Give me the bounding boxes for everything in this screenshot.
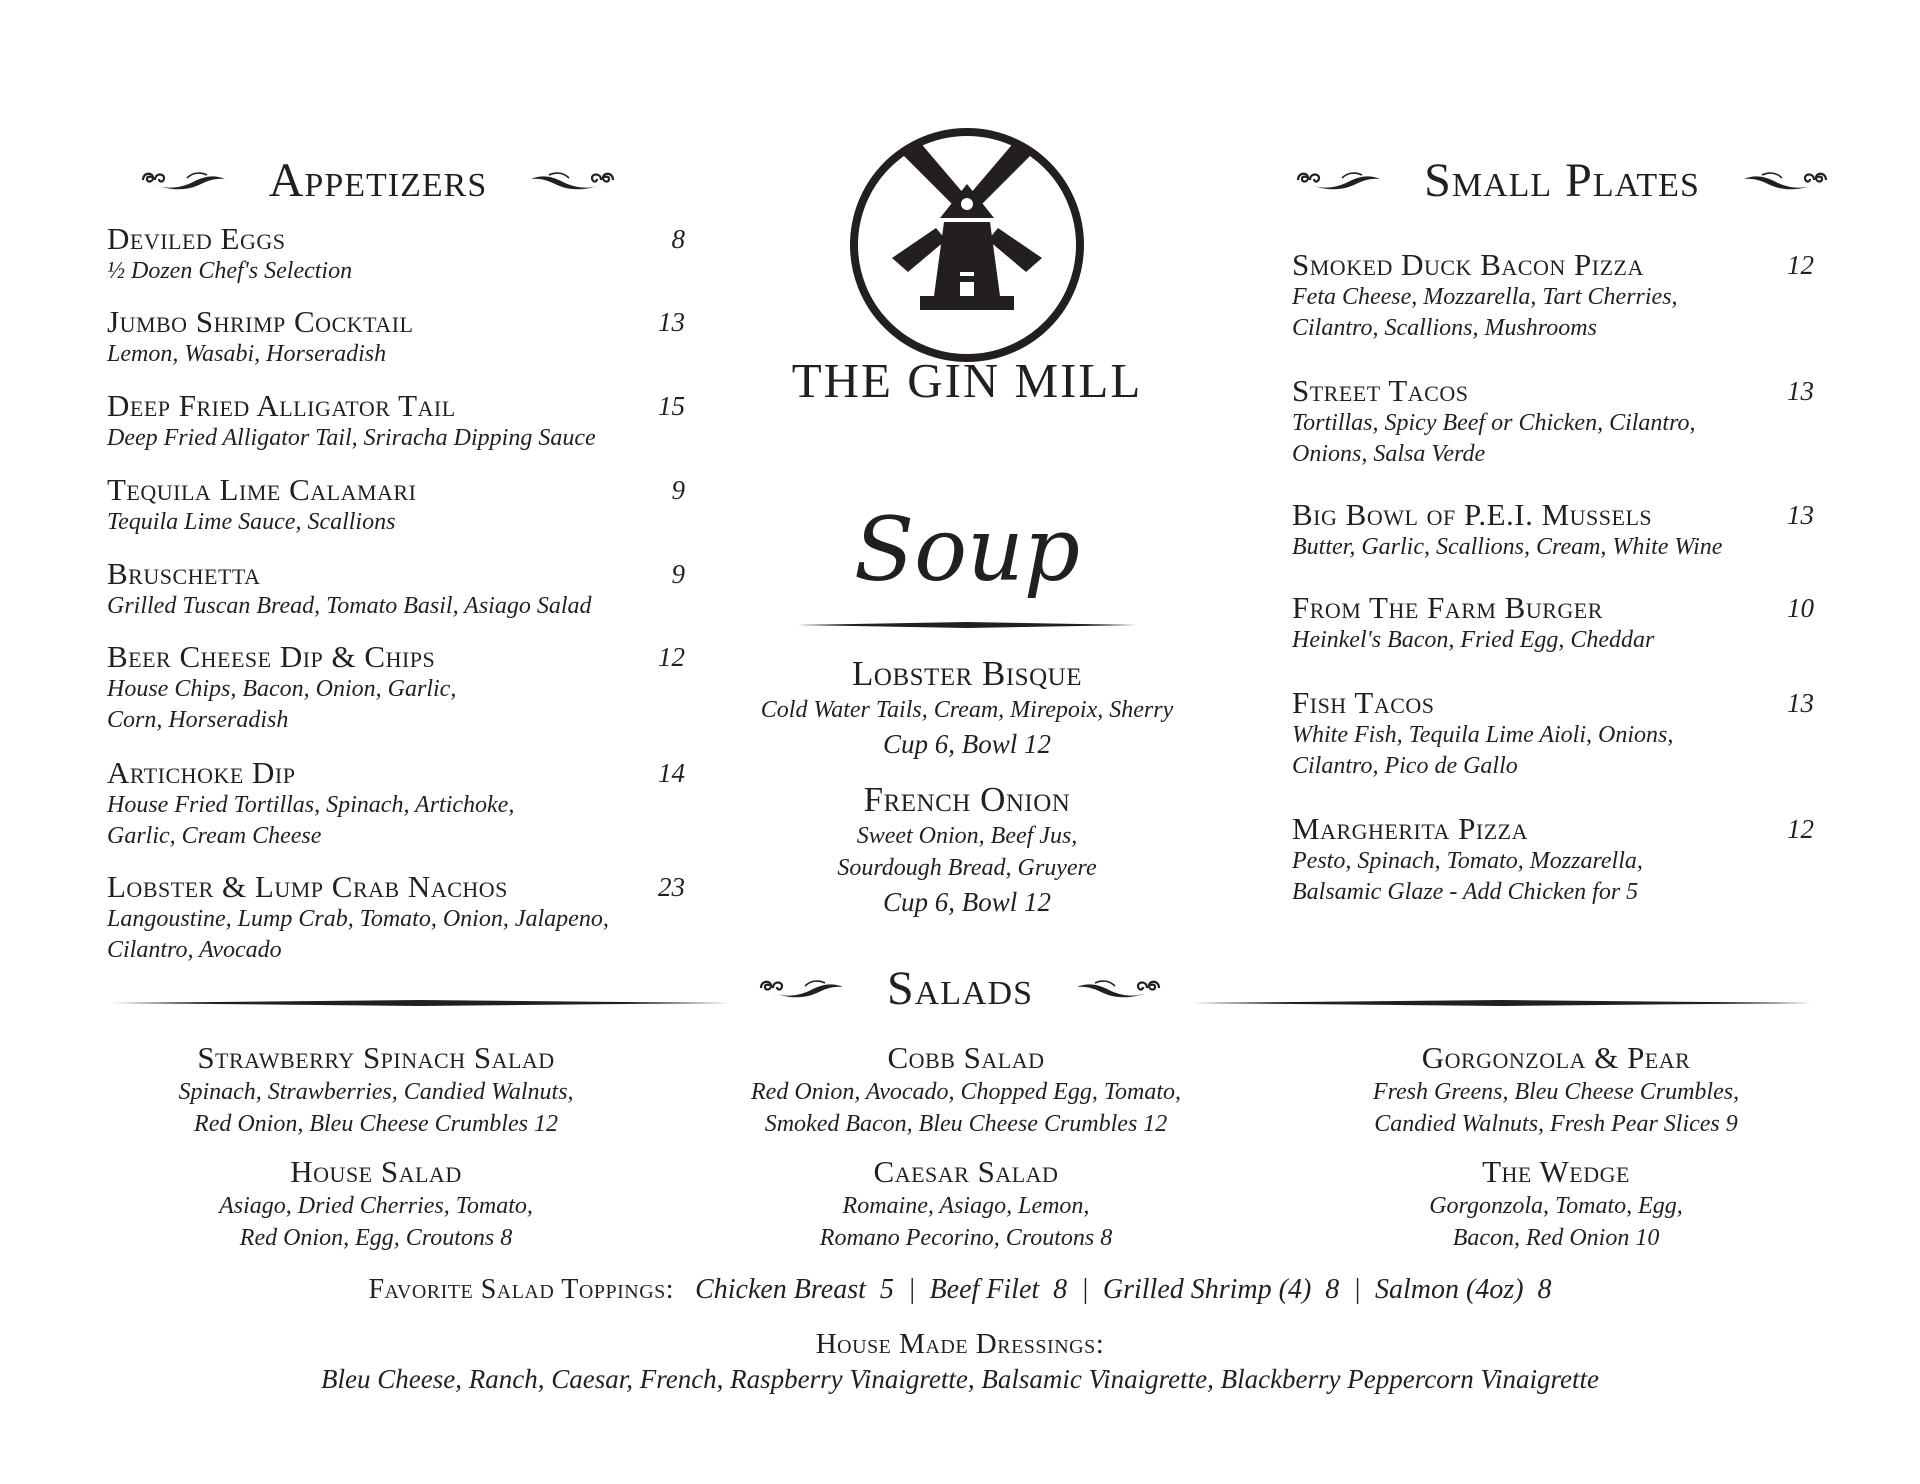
soup-price: Cup 6, Bowl 12 xyxy=(882,887,1051,917)
item-price: 10 xyxy=(1787,593,1814,623)
soup-name: French Onion xyxy=(863,780,1071,819)
item-name: Street Tacos xyxy=(1292,373,1469,408)
item-description: Langoustine, Lump Crab, Tomato, Onion, Jalapeno, Cilantro, Avocado xyxy=(107,906,609,963)
item-name: Lobster & Lump Crab Nachos xyxy=(107,869,508,904)
salad-name: Strawberry Spinach Salad xyxy=(197,1040,555,1075)
soup-description: Cold Water Tails, Cream, Mirepoix, Sherry xyxy=(760,697,1174,723)
soup-name: Lobster Bisque xyxy=(852,654,1082,693)
item-description: House Fried Tortillas, Spinach, Artichoke, Garlic, Cream Cheese xyxy=(107,792,515,849)
salads-right-rule xyxy=(1192,1000,1812,1006)
salad-description: Fresh Greens, Bleu Cheese Crumbles, Candied Walnuts, Fresh Pear Slices 9 xyxy=(1372,1079,1740,1137)
ornament-swirl-icon xyxy=(137,166,229,194)
dressings-label: House Made Dressings: xyxy=(815,1328,1105,1360)
item-name: Margherita Pizza xyxy=(1292,811,1528,846)
item-description: Deep Fried Alligator Tail, Sriracha Dipping Sauce xyxy=(107,425,596,451)
item-name: Tequila Lime Calamari xyxy=(107,472,417,507)
appetizers-title: Appetizers xyxy=(268,153,488,207)
item-price: 9 xyxy=(671,475,685,505)
ornament-swirl-icon xyxy=(755,974,847,1002)
item-description: House Chips, Bacon, Onion, Garlic, Corn, Horseradish xyxy=(107,676,457,733)
small-plates-heading xyxy=(1282,150,1842,210)
item-name: Beer Cheese Dip & Chips xyxy=(107,639,436,674)
item-description: Grilled Tuscan Bread, Tomato Basil, Asiago Salad xyxy=(107,593,592,619)
salads-heading xyxy=(700,958,1220,1018)
item-description: Tortillas, Spicy Beef or Chicken, Cilantro, Onions, Salsa Verde xyxy=(1292,410,1696,467)
salad-description: Asiago, Dried Cherries, Tomato, Red Onion, Egg, Croutons 8 xyxy=(219,1193,533,1251)
item-price: 8 xyxy=(671,224,685,254)
item-name: Artichoke Dip xyxy=(107,755,296,790)
ornament-swirl-icon xyxy=(527,166,619,194)
soup-description: Sweet Onion, Beef Jus, Sourdough Bread, Gruyere xyxy=(837,823,1097,881)
salad-item xyxy=(96,1040,656,1140)
item-price: 13 xyxy=(1787,688,1814,718)
salad-name: Caesar Salad xyxy=(873,1154,1059,1189)
salad-name: House Salad xyxy=(290,1154,462,1189)
toppings-label: Favorite Salad Toppings: xyxy=(368,1274,675,1305)
salad-item xyxy=(1276,1040,1836,1140)
salad-name: Gorgonzola & Pear xyxy=(1421,1040,1691,1075)
ornament-swirl-icon xyxy=(1073,974,1165,1002)
item-price: 14 xyxy=(658,758,685,788)
salad-item xyxy=(1276,1154,1836,1254)
salad-item xyxy=(686,1154,1246,1254)
salad-toppings xyxy=(0,1274,1920,1306)
item-name: Bruschetta xyxy=(107,556,261,591)
item-price: 12 xyxy=(1787,814,1814,844)
item-description: Tequila Lime Sauce, Scallions xyxy=(107,509,396,535)
brand-name: THE GIN MILL xyxy=(791,353,1143,408)
appetizers-heading xyxy=(108,150,648,210)
windmill-logo-icon xyxy=(848,126,1086,364)
item-price: 13 xyxy=(658,307,685,337)
salad-description: Gorgonzola, Tomato, Egg, Bacon, Red Onion 10 xyxy=(1429,1193,1683,1251)
soup-title: Soup xyxy=(853,498,1081,601)
salad-item xyxy=(96,1154,656,1254)
item-name: Big Bowl of P.E.I. Mussels xyxy=(1292,497,1653,532)
salad-description: Romaine, Asiago, Lemon, Romano Pecorino, Croutons 8 xyxy=(819,1193,1113,1251)
item-name: Deep Fried Alligator Tail xyxy=(107,388,456,423)
item-name: Jumbo Shrimp Cocktail xyxy=(107,304,414,339)
salad-description: Spinach, Strawberries, Candied Walnuts, Red Onion, Bleu Cheese Crumbles 12 xyxy=(178,1079,574,1137)
ornament-swirl-icon xyxy=(1292,166,1384,194)
item-price: 13 xyxy=(1787,376,1814,406)
soup-item xyxy=(710,780,1224,920)
item-name: Fish Tacos xyxy=(1292,685,1435,720)
item-description: ½ Dozen Chef's Selection xyxy=(107,258,353,284)
item-name: From The Farm Burger xyxy=(1292,590,1603,625)
dressings-list: Bleu Cheese, Ranch, Caesar, French, Raspberry Vinaigrette, Balsamic Vinaigrette, Blackberry Peppercorn Vinaigrette xyxy=(321,1364,1599,1394)
item-price: 12 xyxy=(658,642,685,672)
item-price: 12 xyxy=(1787,250,1814,280)
item-description: White Fish, Tequila Lime Aioli, Onions, Cilantro, Pico de Gallo xyxy=(1292,722,1674,779)
soup-divider xyxy=(797,622,1137,628)
salad-name: The Wedge xyxy=(1482,1154,1630,1189)
item-price: 13 xyxy=(1787,500,1814,530)
toppings-list: Chicken Breast 5 | Beef Filet 8 | Grilled Shrimp (4) 8 | Salmon (4oz) 8 xyxy=(695,1274,1552,1305)
item-description: Feta Cheese, Mozzarella, Tart Cherries, Cilantro, Scallions, Mushrooms xyxy=(1292,284,1678,341)
salads-left-rule xyxy=(110,1000,730,1006)
item-description: Heinkel's Bacon, Fried Egg, Cheddar xyxy=(1292,627,1655,653)
item-description: Butter, Garlic, Scallions, Cream, White Wine xyxy=(1292,534,1723,560)
soup-price: Cup 6, Bowl 12 xyxy=(882,729,1051,759)
soup-item xyxy=(710,654,1224,762)
salad-description: Red Onion, Avocado, Chopped Egg, Tomato, Smoked Bacon, Bleu Cheese Crumbles 12 xyxy=(751,1079,1181,1137)
item-name: Smoked Duck Bacon Pizza xyxy=(1292,247,1644,282)
item-name: Deviled Eggs xyxy=(107,221,286,256)
item-price: 15 xyxy=(658,391,685,421)
salads-title: Salads xyxy=(886,961,1034,1015)
salad-item xyxy=(686,1040,1246,1140)
item-price: 9 xyxy=(671,559,685,589)
ornament-swirl-icon xyxy=(1740,166,1832,194)
item-description: Pesto, Spinach, Tomato, Mozzarella, Balsamic Glaze - Add Chicken for 5 xyxy=(1292,848,1643,905)
small-plates-title: Small Plates xyxy=(1424,153,1700,207)
item-description: Lemon, Wasabi, Horseradish xyxy=(107,341,387,367)
salad-name: Cobb Salad xyxy=(887,1040,1045,1075)
item-price: 23 xyxy=(658,872,685,902)
